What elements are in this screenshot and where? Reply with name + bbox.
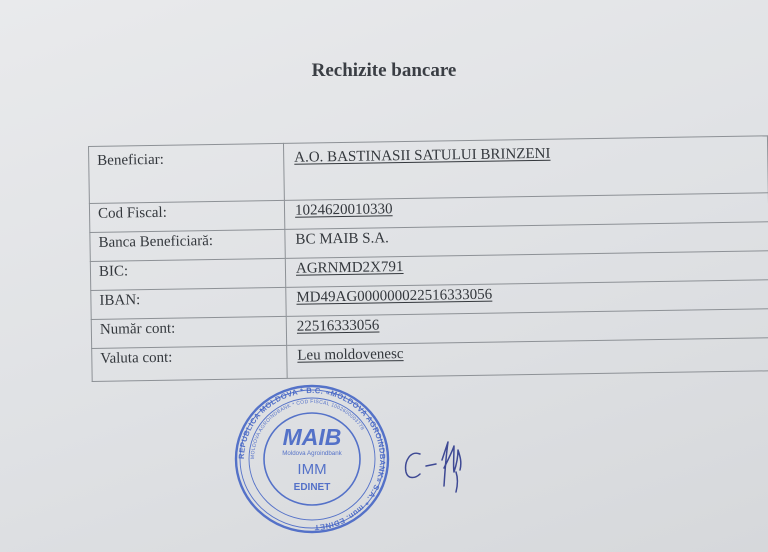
cod-fiscal-value: 1024620010330: [294, 201, 393, 219]
stamp-bank-name: Moldova Agroindbank: [282, 450, 342, 457]
document-title: Rechizite bancare: [311, 60, 457, 81]
stamp-outer-ring-text: REPUBLICA MOLDOVA * B.C. «MOLDOVA AGROINDBANK» S.A. * mun. EDINET: [236, 385, 388, 533]
banca-value: BC MAIB S.A.: [285, 222, 768, 259]
beneficiar-value: A.O. BASTINASII SATULUI BRINZENI: [294, 145, 551, 166]
row-label: Beneficiar:: [89, 143, 285, 203]
bank-stamp-icon: [232, 382, 392, 536]
stamp-brand-text: MAIB: [282, 424, 342, 450]
row-value: [283, 136, 768, 201]
row-value: [287, 338, 768, 379]
row-label: BIC:: [90, 258, 285, 290]
stamp-unit: IMM: [297, 461, 327, 478]
bank-details-table: [88, 135, 768, 382]
valuta-value: Leu moldovenesc: [297, 346, 404, 364]
stamp-inner-ring-text: MOLDOVA AGROINDBANK * COD FISCAL 1002600003778: [249, 398, 366, 460]
bic-value: AGRNMD2X791: [295, 259, 404, 277]
stamp-city: EDINET: [293, 482, 331, 493]
row-label: IBAN:: [91, 287, 286, 319]
signature-icon: [398, 428, 478, 500]
iban-value: MD49AG000000022516333056: [296, 286, 493, 306]
table-row-beneficiar: [89, 136, 768, 204]
row-label: Banca Beneficiară:: [90, 229, 285, 261]
row-label: Cod Fiscal:: [89, 200, 284, 232]
row-label: Număr cont:: [91, 316, 286, 348]
row-label: Valuta cont:: [92, 345, 287, 381]
numar-cont-value: 22516333056: [296, 317, 380, 335]
